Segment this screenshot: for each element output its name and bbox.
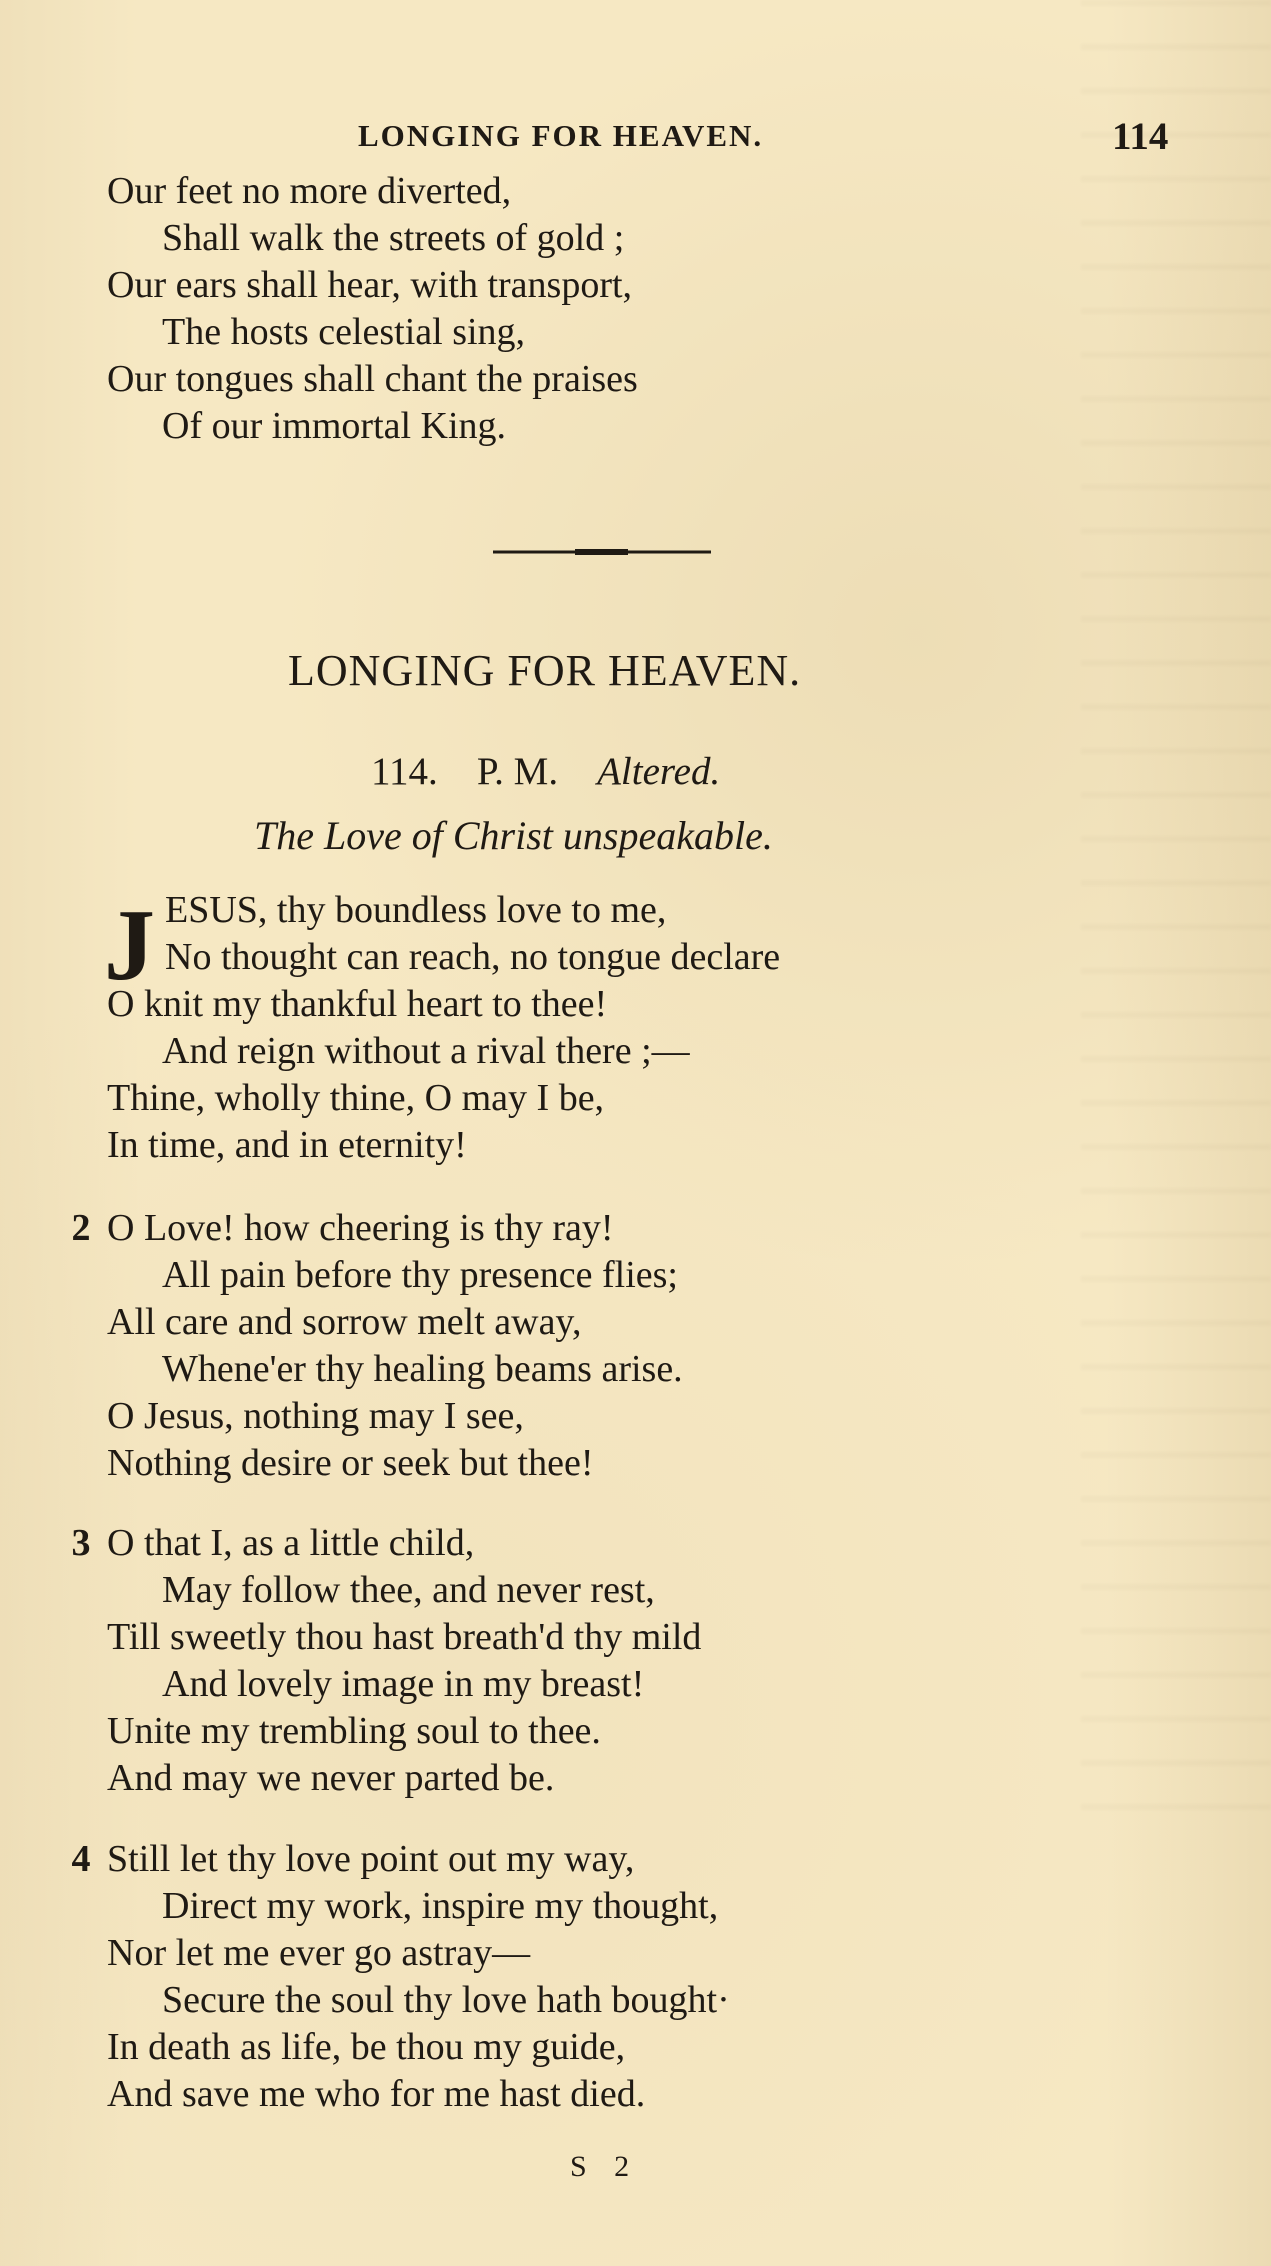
stanza-3-number: 3 xyxy=(71,1522,91,1564)
stanza-2-line-4: Whene'er thy healing beams arise. xyxy=(162,1348,683,1390)
footer-signature: S 2 xyxy=(570,2150,640,2183)
stanza-4 xyxy=(71,1836,1157,2118)
stanza-2 xyxy=(71,1205,1157,1487)
stanza-2-line-6: Nothing desire or seek but thee! xyxy=(107,1442,594,1484)
stanza-4-line-2: Direct my work, inspire my thought, xyxy=(162,1885,719,1927)
stanza-3 xyxy=(71,1520,1157,1802)
stanza-4-line-1 xyxy=(71,1836,1157,1883)
stanza-2-line-3: All care and sorrow melt away, xyxy=(107,1301,582,1343)
top-stanza-line-6: Of our immortal King. xyxy=(162,405,507,447)
hymn-title: LONGING FOR HEAVEN. xyxy=(288,646,802,695)
stanza-4-line-4: Secure the soul thy love hath bought· xyxy=(162,1979,730,2021)
stanza-2-line-1-text: O Love! how cheering is thy ray! xyxy=(107,1207,614,1249)
stanza-4-line-3: Nor let me ever go astray— xyxy=(107,1932,531,1974)
stanza-1 xyxy=(107,887,1157,1169)
stanza-2-line-1 xyxy=(71,1205,1157,1252)
stanza-3-line-2: May follow thee, and never rest, xyxy=(162,1569,655,1611)
stanza-4-line-5: In death as life, be thou my guide, xyxy=(107,2026,626,2068)
stanza-1-line-5: Thine, wholly thine, O may I be, xyxy=(107,1077,605,1119)
stanza-3-line-3: Till sweetly thou hast breath'd thy mild xyxy=(107,1616,702,1658)
dropcap: J xyxy=(104,889,155,1002)
hymn-note: Altered. xyxy=(597,750,721,793)
stanza-3-line-6: And may we never parted be. xyxy=(107,1757,555,1799)
page-number: 114 xyxy=(1112,115,1169,158)
stanza-3-line-1 xyxy=(71,1520,1157,1567)
stanza-2-line-2: All pain before thy presence flies; xyxy=(162,1254,678,1296)
stanza-1-line-6: In time, and in eternity! xyxy=(107,1124,467,1166)
stanza-1-line-4: And reign without a rival there ;— xyxy=(162,1030,690,1072)
top-stanza-line-2: Shall walk the streets of gold ; xyxy=(162,217,625,259)
hymn-meter: P. M. xyxy=(476,750,559,793)
hymn-meta xyxy=(371,749,720,794)
top-stanza-line-3: Our ears shall hear, with transport, xyxy=(107,264,633,306)
hymn-divider xyxy=(493,548,711,556)
hymn-number: 114. xyxy=(371,750,438,793)
top-stanza xyxy=(107,168,1157,450)
running-head: LONGING FOR HEAVEN. xyxy=(358,118,764,153)
stanza-3-line-5: Unite my trembling soul to thee. xyxy=(107,1710,601,1752)
stanza-4-number: 4 xyxy=(71,1838,91,1880)
stanza-4-line-6: And save me who for me hast died. xyxy=(107,2073,646,2115)
stanza-1-line-2: No thought can reach, no tongue declare xyxy=(165,936,781,978)
stanza-1-line-3: O knit my thankful heart to thee! xyxy=(107,983,608,1025)
top-stanza-line-4: The hosts celestial sing, xyxy=(162,311,526,353)
stanza-3-line-4: And lovely image in my breast! xyxy=(162,1663,645,1705)
stanza-1-line-1: ESUS, thy boundless love to me, xyxy=(165,889,667,931)
hymn-subtitle: The Love of Christ unspeakable. xyxy=(254,813,773,858)
stanza-4-line-1-text: Still let thy love point out my way, xyxy=(107,1838,635,1880)
stanza-2-line-5: O Jesus, nothing may I see, xyxy=(107,1395,524,1437)
stanza-3-line-1-text: O that I, as a little child, xyxy=(107,1522,475,1564)
top-stanza-line-1: Our feet no more diverted, xyxy=(107,170,512,212)
top-stanza-line-5: Our tongues shall chant the praises xyxy=(107,358,638,400)
stanza-2-number: 2 xyxy=(71,1207,91,1249)
